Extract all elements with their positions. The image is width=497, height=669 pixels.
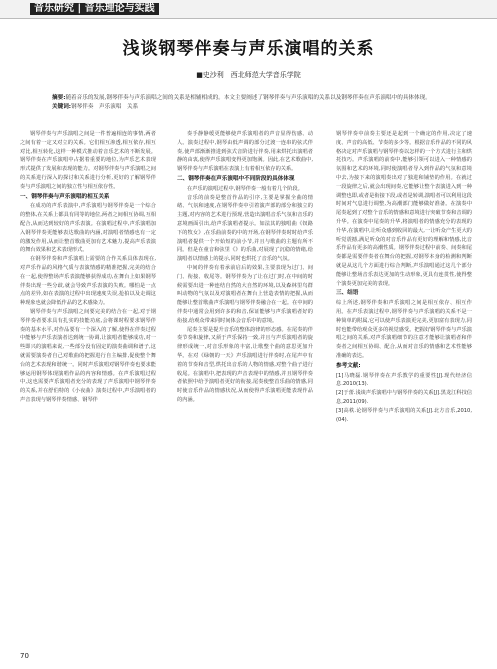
reference-entry: [1]马晓磊.钢琴伴奏在声乐教学的重要性[J].现代经济信息.2010(13). xyxy=(336,372,472,388)
body-paragraph: 尾奏主要是提升音乐的整体韵律的形态感。在尾奏的伴奏节奏和旋律,又须于声乐保持一致,并且与声乐演唱者的旋律形成统一,对音乐形象的丰富,让歌整个曲的意思更加升华。在对《绿朝的一天》声乐演唱进行伴奏时,在尾声中有着的节奏和音型,烘托出音乐的人物的情感,对整个曲子进行收尾。在演唱中,把表现的声音表现中的情感,并且钢琴伴奏者依照中给予演唱者更好的衔接,尾奏使整首乐曲的情感,同时使音乐作品的情感状况,从而使得声乐演唱更能表现作品的内涵。 xyxy=(177,326,313,403)
body-paragraph: 音乐的前奏是整首作品的引序,主要是掌握全曲的情绪、气氛和速度,在钢琴伴奏中引着演声部的部分和独立的主题,对内容的艺术进行预现,营造出演唱音乐气氛和音乐的意境画面引出,给声乐演唱者提示。如法其的独唱曲《钗路下的牧女》,在乐曲前奏的中的开场,在钢琴伴奏时时给声乐演唱者提供一个开始短的前小节,并且与歌曲的主题有所不同。但是在童音和弦里《》的乐曲,对展现了沉稳的情绪,给演唱者以情感上的提示,同时也烘托了音乐的气氛。 xyxy=(177,194,313,263)
body-paragraph: 钢琴伴奏与声乐演唱之间是一件普遍相连的事情,两者之间有着一定又对立的关系。它们相互渗透,相互依存,相互对比,相互转化,这样一种模式推动着音乐艺术的不断发展。钢琴伴奏在声乐演唱中占据着重要的地位,为声乐艺术表现形式提供了发展和表现的能力。对钢琴伴奏与声乐演唱之间的关系进行深入的探讨和关系进行分析,更好的了解钢琴伴奏与声乐演唱之间的独立性与相互依存性。 xyxy=(20,131,156,190)
journal-section-label: 音乐研究 | 音乐理论与实践 xyxy=(30,3,159,15)
keywords-text: 钢琴伴奏 声乐演唱 关系 xyxy=(71,104,139,110)
body-paragraph: 在钢琴伴奏和声乐演唱上需要的合作关系具体表现在,对声乐作品的风格气质与表演情感的精准把握,完美的结合在一起,使得整场声乐表演能够获得成功,在舞台上如果钢琴伴奏出现一些分歧,就会导致声乐表演的失败。哪怕是一点点的差异,如在表演的过程中出现速度失误,抢拍以及走调这种现象也就会降低作品的艺术感染力。 xyxy=(20,256,156,307)
section-heading: 二、钢琴伴奏在声乐演唱中不同阶段的具体体现 xyxy=(177,175,295,182)
body-column-middle xyxy=(177,130,313,660)
section-heading: 三、结语 xyxy=(336,290,359,297)
body-paragraph: 中间的伴奏有着承前启后的效果,主要表现为过门、间门、衔接、收尾等。钢琴伴奏为了让在过门时,在中间的时候需要出进一种连结自然的大自然的环境,以及森林里鸟群叫动物的气氛以及对演唱者在舞台上营造表情的把握,从而能够让整首歌曲声乐演唱与钢琴伴奏融合在一起。在中间的伴奏中通常会用到许多的和音,保证能够与声乐演唱者好的衔接,给观众带来同时间体会音乐中的意境。 xyxy=(177,264,313,324)
reference-entry: [2]于蕾.浅谈声乐演唱中与钢琴伴奏的关系[J].黑龙江科技信息,2011(09). xyxy=(336,390,472,405)
author-byline: ■史沙利 西北师范大学音乐学院 xyxy=(196,71,301,79)
body-paragraph: 钢琴伴奏中前奏主要还是起到一个确定的作用,决定了速度、声音的高低、节奏的多少等。根据音乐作品的不同的风格决定对声乐演唱与钢琴伴奏以怎样的一个方式进行主和烘托技巧。声乐演唱的前奏中,能够引领可以进入一种情感的氛围和艺术的环境,同时使演唱者导入到作品的气氛和意境中去,为接下来的演唱奏出对了独进和铺垫的作用。在就过一段旋律之后,就会出现间奏,它能够让整个表演进入到一种调整也即,或者是衔接下段,或者是转调,演唱者可以利用这段时间对气息进行调整,为高潮部门能够做好准备。在演奏中尾奏起到了对整个音乐的情感和意境进行突破节奏和音调的升华。在演奏中尾奏的升华,将演唱者的情感充分的表现的升华,在演唱中,让听众感到收回的最大,一让听众产生更大的听觉震撼,满足听众的对音乐作品有更好的理解和情感,比音乐作品有更多的高潮性质。钢琴伴奏过程中前奏、间奏和尾奏都是需要伴奏者在舞台的把握,对钢琴本身的检测和判断就是从这几个方面进行综合判断,声乐演唱通过这几个部分能够让整场音乐表达更加的生动形象,更具有连贯性,使得整个演奏更加完美的表现。 xyxy=(336,131,472,287)
section-heading: 一、钢琴伴奏与声乐演唱的相互关系 xyxy=(20,193,110,200)
page-number: 70 xyxy=(20,652,29,660)
abstract-text: 随着音乐的发展,钢琴伴奏与声乐演唱之间的关系是相辅相成的。本文主要阐述了钢琴伴奏与声乐演唱的关系以及钢琴伴奏在声乐演唱中的具体体现。 xyxy=(65,95,431,101)
body-paragraph: 奏手静静缓更能够使声乐演唱者的声音显得伤感、动人。演奏过程中,钢琴由低声调的部分过渡一连串的弦式伴奏,使声部渐渐推进到弦式音阶进行伴奏,用来烘托出演唱者静的由衷,使得声乐演唱变得更加饱满。因此,在艺术歌曲中,钢琴伴奏与声乐演唱在表演上有着相互依存的关系。 xyxy=(177,131,313,173)
abstract-block xyxy=(52,94,448,112)
article-title: 浅谈钢琴伴奏与声乐演唱的关系 xyxy=(122,39,375,59)
body-paragraph: 钢琴伴奏与声乐演唱之间要完美的结合在一起,对于钢琴伴奏者要求具有扎实的技能功底,会将课时程要求钢琴伴奏的基本水平,对作品要有一个深入的了解,使得在伴奏过程中能够与声乐表演者达到统一协调,让演唱者能够成功,对一些即兴的演唱来说,一些部分没有固定的演奏曲调和谱子,这就需要演奏者自己对歌曲的把握进行自主编排,促使整个舞台的艺术表现和谐统一。同时声乐演唱对钢琴伴奏也要求能够运用钢琴体现演唱作品的内容和情感。在声乐演唱过程中,这也需要声乐演唱者充分的表现了声乐演唱中钢琴伴奏的关系,并在舒伯特的《小夜曲》演奏过程中,声乐演唱者的声音表现与钢琴伴奏情感、钢琴伴 xyxy=(20,308,156,403)
body-paragraph: 在声乐的演唱过程中,钢琴伴奏一般有着几个阶段。 xyxy=(187,185,303,192)
section-heading: 参考文献: xyxy=(336,362,361,369)
body-paragraph: 综上所述,钢琴伴奏和声乐演唱之间是相互依存、相互作用。在声乐表演过程中,钢琴伴奏与声乐演唱的关系不是一种简单的附属,它可以使声乐表演更完美,更加富有表现力,同时也能带给观众更多的视觉感受。把握好钢琴伴奏与声乐演唱之间的关系,对声乐演唱细节的注意才能够让演唱者和伴奏者之间相互协调、配合,从而对音乐的情感和艺术性能够准确的表达。 xyxy=(336,300,472,359)
body-paragraph: 在成功的声乐表演中,声乐演唱与钢琴伴奏是一个综合的整体,在关系上都具有同等的地位,两者之间相互协调,互相配合,从而达到较好的声乐表演。在演唱过程中,声乐演唱加入钢琴伴奏更能够表达歌曲的内涵,对演唱者情感也有一定的激发作用,从而让整首歌曲更加有艺术魅力,提高声乐表演的舞台效果和艺术表现形式。 xyxy=(20,203,156,254)
keywords-label: 关键词: xyxy=(52,104,72,110)
journal-header-band xyxy=(0,0,497,19)
body-column-right xyxy=(336,130,472,660)
body-column-left xyxy=(20,130,156,640)
reference-entry: [3]高秩.论钢琴伴奏与声乐演唱的关系[J].北方音乐,2010,(04). xyxy=(336,407,472,423)
abstract-label: 摘要: xyxy=(52,95,66,101)
